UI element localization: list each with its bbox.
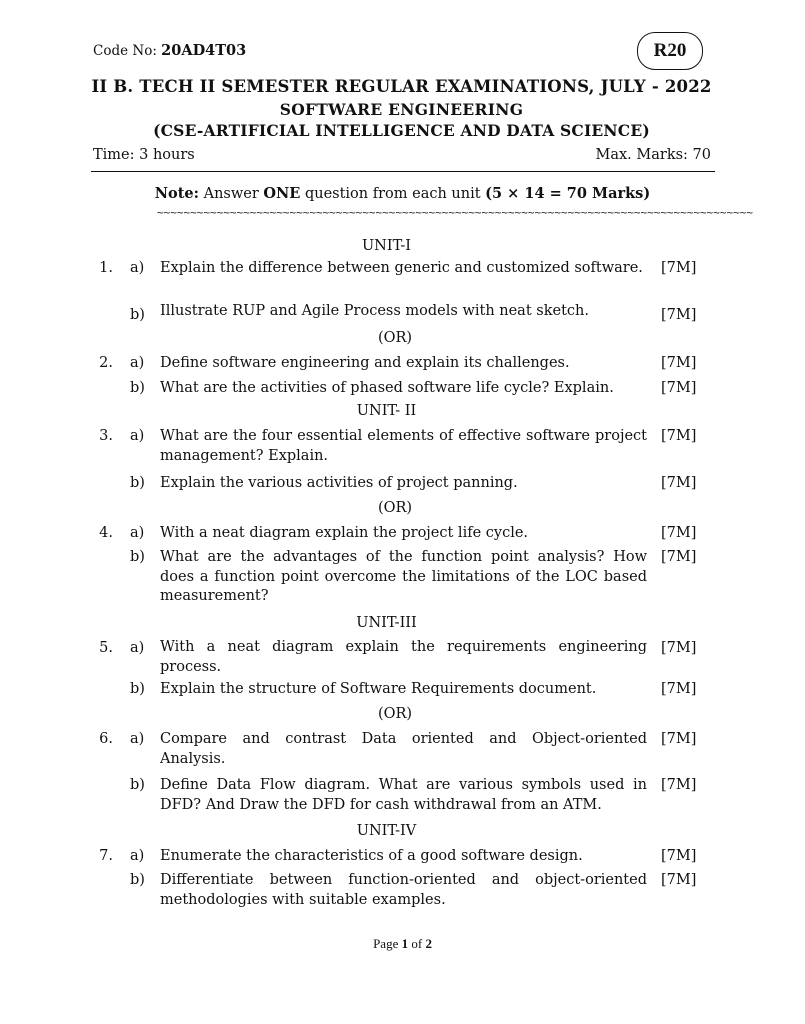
instruction-note: [0, 185, 805, 202]
part-label: b): [130, 475, 145, 491]
question-text: What are the four essential elements of effective software project management? Explain.: [160, 428, 647, 464]
note-emphasis: ONE: [263, 185, 301, 202]
question-text: Define Data Flow diagram. What are various symbols used in DFD? And Draw the DFD for cash withdrawal from an ATM.: [160, 777, 647, 813]
question-text: Explain the structure of Software Requirements document.: [160, 681, 597, 697]
question-text: Define software engineering and explain its challenges.: [160, 355, 570, 371]
marks: [7M]: [661, 731, 697, 747]
code-value: 20AD4T03: [161, 42, 247, 59]
marks: [7M]: [661, 428, 697, 444]
part-label: a): [130, 848, 145, 864]
page-number: 1: [401, 936, 409, 951]
unit-heading: UNIT-I: [361, 238, 412, 254]
page-word: Page: [373, 936, 399, 951]
question-text: What are the advantages of the function point analysis? How does a function point overcome the limitations of the LOC based measurement?: [160, 549, 647, 604]
part-label: b): [130, 307, 145, 323]
tilde-divider: ~~~~~~~~~~~~~~~~~~~~~~~~~~~~~~~~~~~~~~~~~~~~~~~~~~~~~~~~~~~~~~~~~~~~~~~~~~~~~~~~~~~~~~~~~~: [157, 206, 754, 219]
marks: [7M]: [661, 848, 697, 864]
marks: [7M]: [661, 549, 697, 565]
part-label: b): [130, 380, 145, 396]
question-text: Enumerate the characteristics of a good software design.: [160, 848, 583, 864]
question-text: Explain the various activities of project panning.: [160, 475, 518, 491]
marks: [7M]: [661, 307, 697, 323]
question-text: With a neat diagram explain the project life cycle.: [160, 525, 529, 541]
part-label: b): [130, 777, 145, 793]
question-number: 4.: [99, 525, 113, 541]
part-label: b): [130, 681, 145, 697]
exam-duration: Time: 3 hours: [93, 147, 195, 163]
marks: [7M]: [661, 777, 697, 793]
exam-title: II B. TECH II SEMESTER REGULAR EXAMINATIONS, JULY - 2022: [91, 77, 712, 96]
marks: [7M]: [661, 355, 697, 371]
question-number: 6.: [99, 731, 113, 747]
question-text: With a neat diagram explain the requirements engineering process.: [160, 639, 647, 675]
question-number: 3.: [99, 428, 113, 444]
question-text: Differentiate between function-oriented and object-oriented methodologies with suitable examples.: [160, 872, 647, 908]
part-label: a): [130, 731, 145, 747]
note-marks: (5 × 14 = 70 Marks): [485, 185, 651, 202]
marks: [7M]: [661, 475, 697, 491]
question-number: 7.: [99, 848, 113, 864]
note-text-2: question from each unit: [304, 186, 481, 202]
unit-heading: UNIT-IV: [356, 823, 417, 839]
marks: [7M]: [661, 260, 697, 276]
part-label: a): [130, 428, 145, 444]
question-text: Compare and contrast Data oriented and Object-oriented Analysis.: [160, 731, 647, 767]
marks: [7M]: [661, 681, 697, 697]
question-text: What are the activities of phased software life cycle? Explain.: [160, 380, 614, 396]
question-number: 5.: [99, 640, 113, 656]
part-label: a): [130, 640, 145, 656]
part-label: a): [130, 525, 145, 541]
part-label: a): [130, 355, 145, 371]
question-number: 1.: [99, 260, 113, 276]
subject-title: SOFTWARE ENGINEERING: [279, 100, 524, 119]
unit-heading: UNIT- II: [356, 403, 417, 419]
or-separator: (OR): [377, 500, 413, 516]
page-footer: [0, 936, 805, 952]
max-marks: Max. Marks: 70: [595, 147, 711, 163]
note-text: Answer: [203, 186, 259, 202]
marks: [7M]: [661, 872, 697, 888]
question-number: 2.: [99, 355, 113, 371]
unit-heading: UNIT-III: [356, 615, 417, 631]
part-label: b): [130, 872, 145, 888]
page-total: 2: [425, 936, 432, 951]
of-word: of: [411, 936, 423, 951]
or-separator: (OR): [377, 330, 413, 346]
marks: [7M]: [661, 525, 697, 541]
question-text: Explain the difference between generic and customized software.: [160, 260, 643, 276]
part-label: b): [130, 549, 145, 565]
header-divider: [91, 171, 715, 172]
marks: [7M]: [661, 380, 697, 396]
or-separator: (OR): [377, 706, 413, 722]
part-label: a): [130, 260, 145, 276]
code-label: Code No:: [93, 43, 157, 59]
marks: [7M]: [661, 640, 697, 656]
question-text: Illustrate RUP and Agile Process models with neat sketch.: [160, 303, 589, 319]
code-number: [93, 42, 246, 59]
branch-title: (CSE-ARTIFICIAL INTELLIGENCE AND DATA SCIENCE): [153, 121, 650, 140]
regulation-badge: R20: [637, 32, 703, 70]
note-label: Note:: [154, 185, 199, 202]
